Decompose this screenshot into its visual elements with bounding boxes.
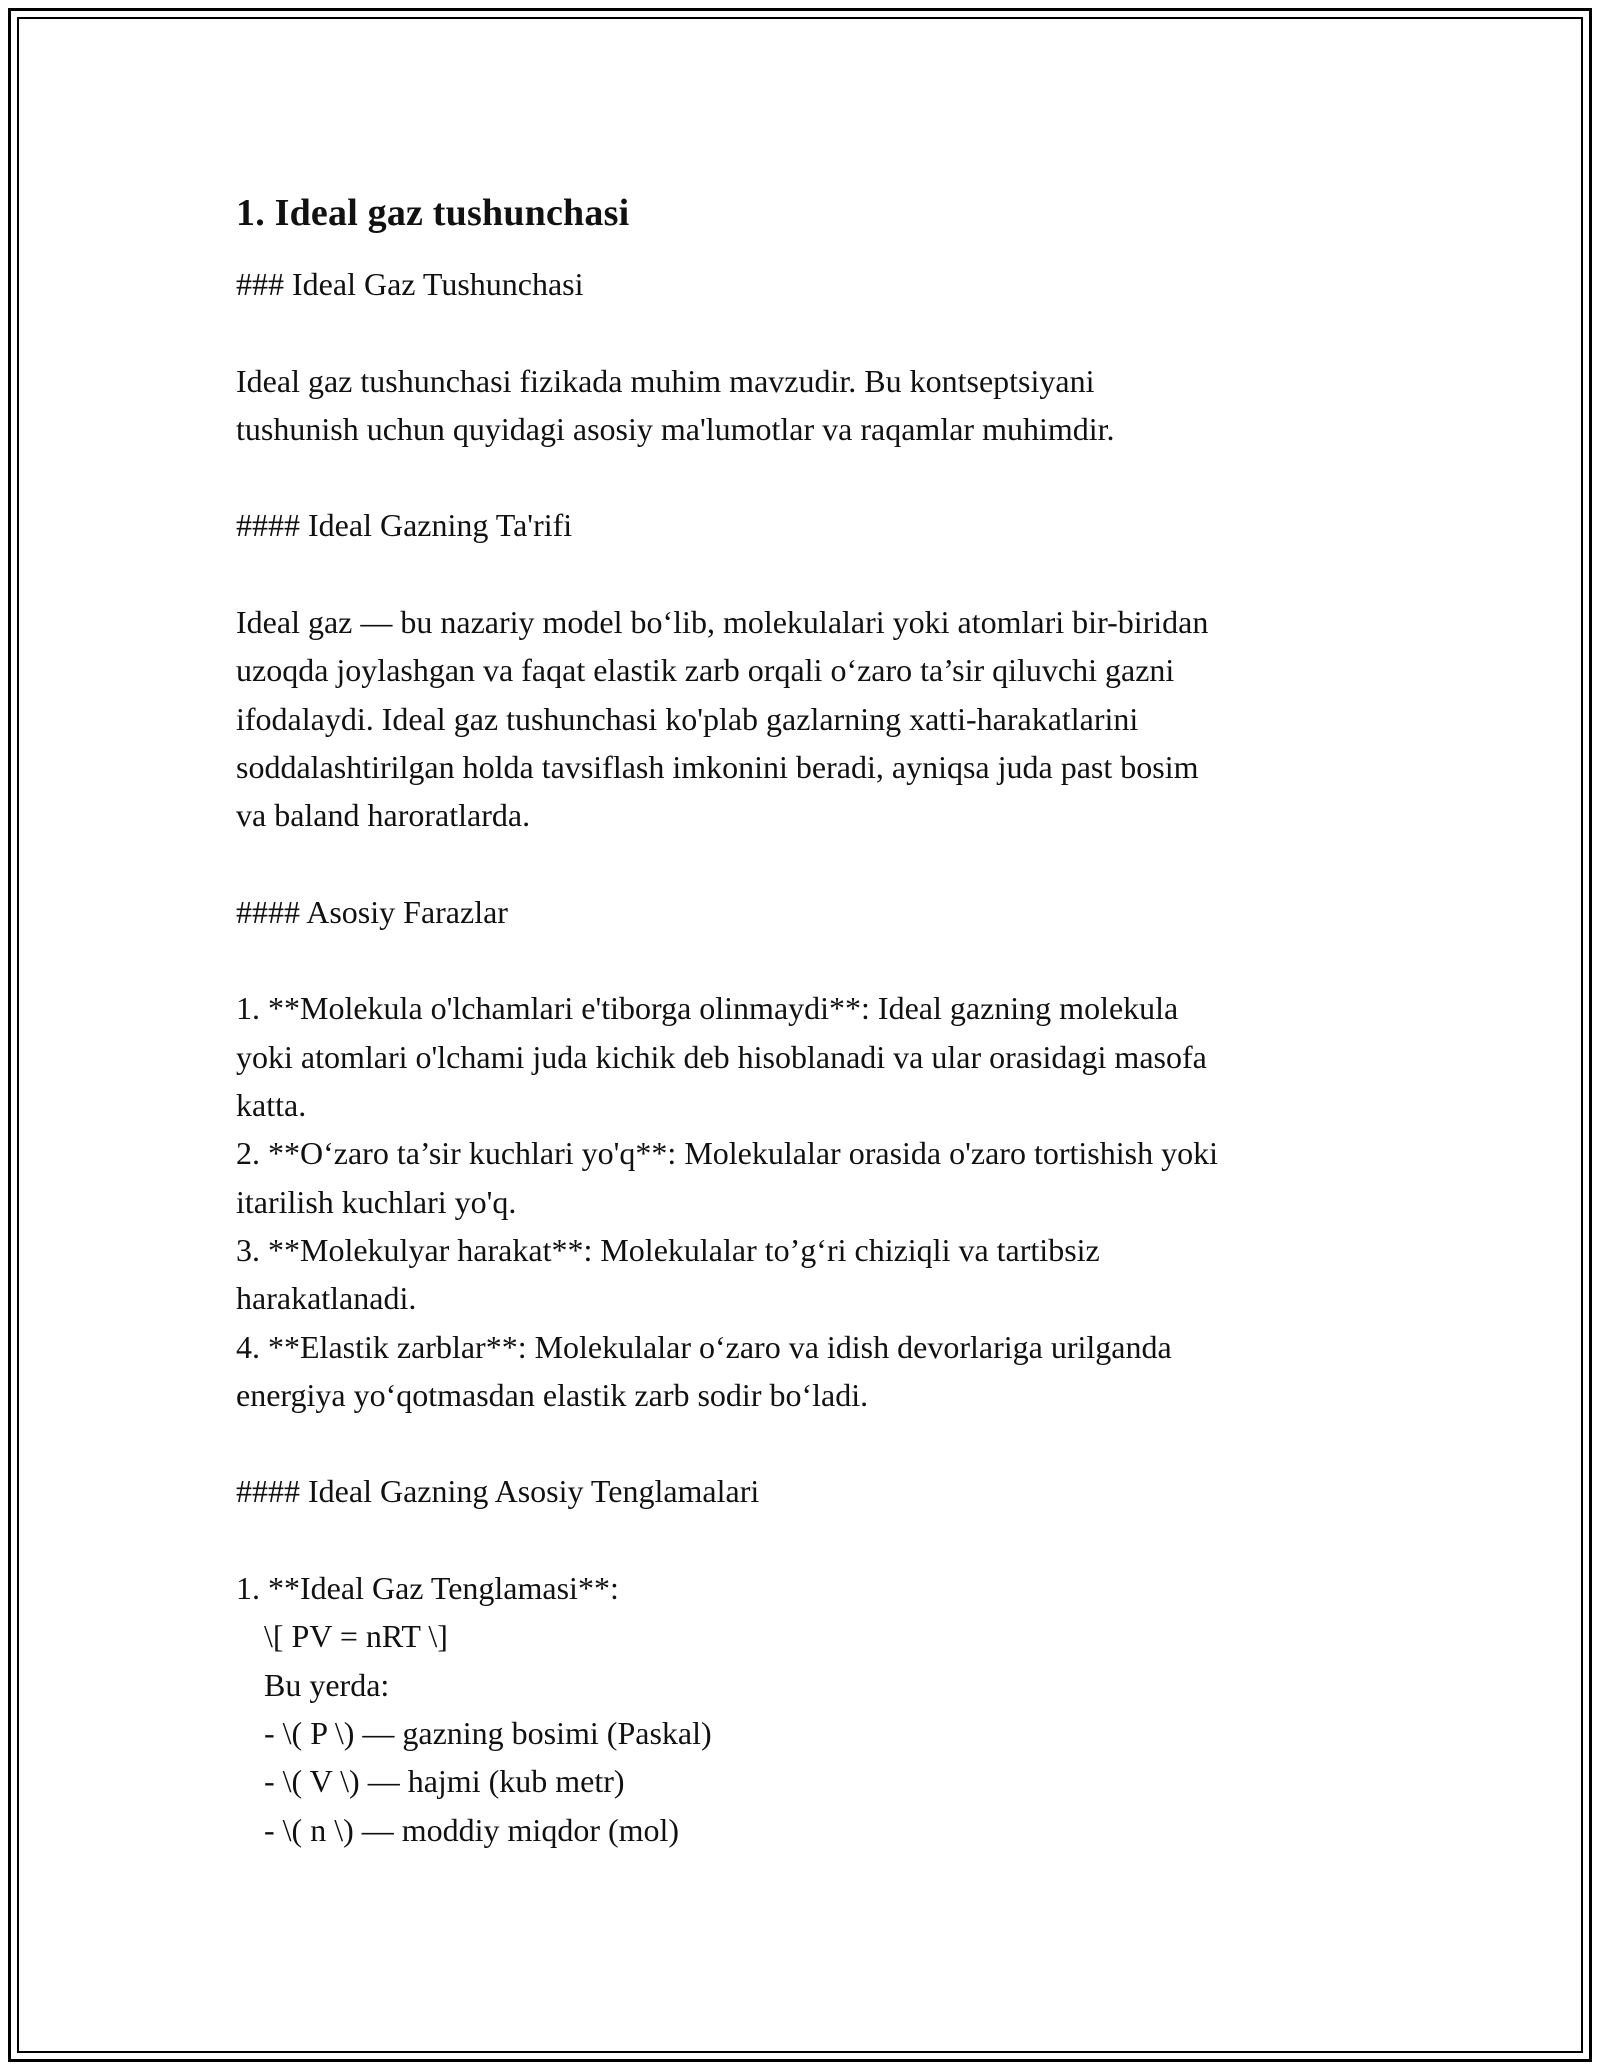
text-line: yoki atomlari o'lchami juda kichik deb hisoblanadi va ular orasidagi masofa	[236, 1038, 1207, 1075]
text-line: energiya yo‘qotmasdan elastik zarb sodir bo‘ladi.	[236, 1376, 869, 1413]
text-line: Bu yerda:	[264, 1666, 390, 1703]
text-line: Ideal gaz tushunchasi fizikada muhim mavzudir. Bu kontseptsiyani	[236, 362, 1095, 399]
text-line: #### Ideal Gazning Asosiy Tenglamalari	[236, 1473, 760, 1510]
document-body	[236, 186, 1376, 1854]
blank-line	[236, 1516, 1376, 1564]
text-line: uzoqda joylashgan va faqat elastik zarb orqali o‘zaro ta’sir qiluvchi gazni	[236, 652, 1175, 689]
formula-line: \[ PV = nRT \]	[264, 1618, 448, 1655]
list-item: - \( n \) — moddiy miqdor (mol)	[264, 1811, 680, 1848]
text-line: 4. **Elastik zarblar**: Molekulalar o‘zaro va idish devorlariga urilganda	[236, 1328, 1172, 1365]
blank-line	[236, 453, 1376, 501]
document-text	[236, 260, 1376, 1854]
blank-line	[236, 1419, 1376, 1467]
text-line: ### Ideal Gaz Tushunchasi	[236, 266, 584, 302]
blank-line	[236, 840, 1376, 888]
text-line: tushunish uchun quyidagi asosiy ma'lumotlar va raqamlar muhimdir.	[236, 410, 1115, 447]
text-line: 1. **Molekula o'lchamlari e'tiborga olinmaydi**: Ideal gazning molekula	[236, 990, 1179, 1027]
text-line: Ideal gaz — bu nazariy model bo‘lib, molekulalari yoki atomlari bir-biridan	[236, 604, 1209, 641]
blank-line	[236, 936, 1376, 984]
list-item: - \( P \) — gazning bosimi (Paskal)	[264, 1714, 712, 1751]
blank-line	[236, 550, 1376, 598]
text-line: va baland haroratlarda.	[236, 797, 531, 834]
text-line: 2. **O‘zaro ta’sir kuchlari yo'q**: Molekulalar orasida o'zaro tortishish yoki	[236, 1135, 1218, 1172]
blank-line	[236, 308, 1376, 356]
text-line: #### Ideal Gazning Ta'rifi	[236, 507, 573, 544]
text-line: katta.	[236, 1087, 307, 1124]
text-line: ifodalaydi. Ideal gaz tushunchasi ko'plab gazlarning xatti-harakatlarini	[236, 700, 1139, 737]
list-item: - \( V \) — hajmi (kub metr)	[264, 1763, 625, 1800]
document-title: 1. Ideal gaz tushunchasi	[236, 192, 630, 234]
text-line: 1. **Ideal Gaz Tenglamasi**:	[236, 1570, 619, 1607]
text-line: harakatlanadi.	[236, 1280, 417, 1317]
text-line: soddalashtirilgan holda tavsiflash imkonini beradi, ayniqsa juda past bosim	[236, 748, 1199, 785]
text-line: itarilish kuchlari yo'q.	[236, 1183, 517, 1220]
text-line: 3. **Molekulyar harakat**: Molekulalar to’g‘ri chiziqli va tartibsiz	[236, 1231, 1100, 1268]
text-line: #### Asosiy Farazlar	[236, 893, 508, 930]
